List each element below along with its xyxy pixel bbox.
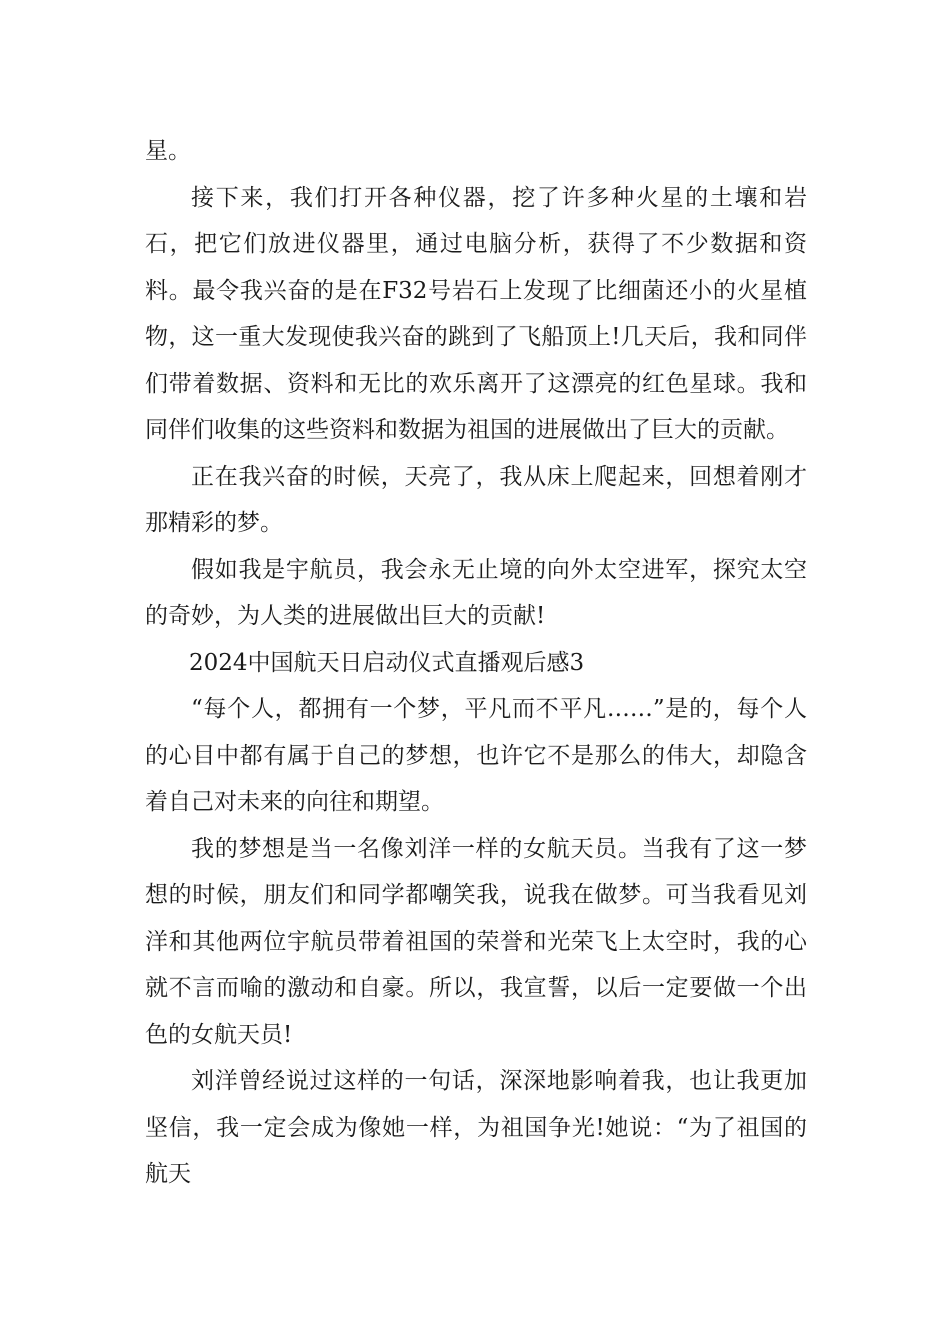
paragraph-mars-exploration: 接下来，我们打开各种仪器，挖了许多种火星的土壤和岩石，把它们放进仪器里，通过电脑分析，获得了不少数据和资料。最令我兴奋的是在F32号岩石上发现了比细菌还小的火星植物，这一重大发现使我兴奋的跳到了飞船顶上!几天后，我和同伴们带着数据、资料和无比的欢乐离开了这漂亮的红色星球。我和同伴们收集的这些资料和数据为祖国的进展做出了巨大的贡献。 [145,184,807,443]
paragraph-astronaut-wish: 假如我是宇航员，我会永无止境的向外太空进军，探究太空的奇妙，为人类的进展做出巨大的贡献! [145,556,807,629]
document-body [145,128,807,1198]
paragraph-my-dream: 我的梦想是当一名像刘洋一样的女航天员。当我有了这一梦想的时候，朋友们和同学都嘲笑我，说我在做梦。可当我看见刘洋和其他两位宇航员带着祖国的荣誉和光荣飞上太空时，我的心就不言而喻的激动和自豪。所以，我宣誓，以后一定要做一个出色的女航天员! [145,835,807,1048]
paragraph-waking-up: 正在我兴奋的时候，天亮了，我从床上爬起来，回想着刚才那精彩的梦。 [145,463,807,536]
paragraph-everyone-has-dream: “每个人，都拥有一个梦，平凡而不平凡……”是的，每个人的心目中都有属于自己的梦想，也许它不是那么的伟大，却隐含着自己对未来的向往和期望。 [145,696,807,815]
section-heading: 2024中国航天日启动仪式直播观后感3 [189,649,585,676]
paragraph-continuation: 星。 [145,138,191,164]
paragraph-liu-yang-quote: 刘洋曾经说过这样的一句话，深深地影响着我，也让我更加坚信，我一定会成为像她一样，为祖国争光!她说：“为了祖国的航天 [145,1068,807,1187]
